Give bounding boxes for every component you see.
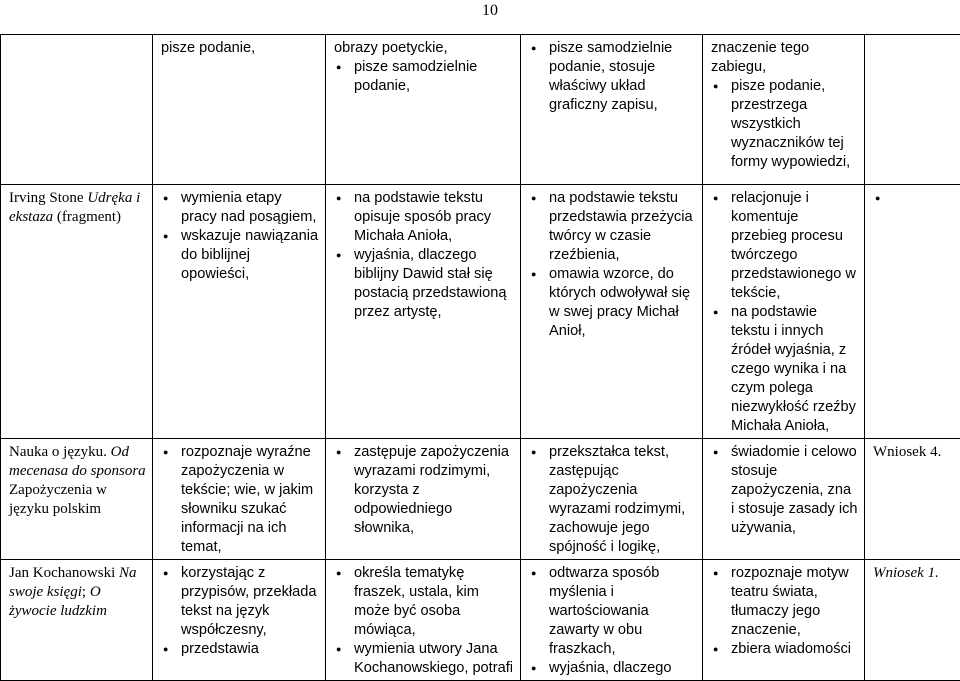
requirement-cell [703,439,865,560]
requirement-cell [153,35,326,185]
requirement-item: ● świadomie i celowo stosuje zapożyczenia, zna i stosuje zasady ich używania, [711,443,858,538]
topic-cell [1,560,153,681]
requirement-item: ● rozpoznaje motyw teatru świata, tłumaczy jego znaczenie, [711,564,858,640]
table-row [1,560,960,681]
requirement-cell [703,560,865,681]
requirement-item: ● zbiera wiadomości [711,640,858,659]
topic-text: Na swoje księgi [9,565,137,600]
table-row [1,439,960,560]
requirement-item: ● wyjaśnia, dlaczego biblijny Dawid stał się postacią przedstawioną przez artystę, [334,246,514,322]
requirement-item: ● omawia wzorce, do których odwoływał się w swej pracy Michał Anioł, [529,265,696,341]
notes-item [873,189,954,208]
requirement-item: ● wymienia utwory Jana Kochanowskiego, potrafi [334,640,514,678]
requirement-cell [521,439,703,560]
requirement-cell [521,185,703,439]
topic-cell [1,439,153,560]
table-row [1,35,960,185]
requirement-item: ● pisze samodzielnie podanie, [334,58,514,96]
requirement-cell [153,560,326,681]
topic-text: O żywocie ludzkim [9,584,107,619]
notes-cell [865,185,960,439]
requirement-text: pisze podanie, [161,39,319,58]
requirement-item: ● pisze podanie, przestrzega wszystkich wyznaczników tej formy wypowiedzi, [711,77,858,172]
requirement-item: ● przekształca tekst, zastępując zapożyczenia wyrazami rodzimymi, zachowuje jego spójność i logikę, [529,443,696,557]
requirement-cell [703,35,865,185]
page-number: 10 [482,2,498,20]
table-row [1,185,960,439]
requirement-item: ● na podstawie tekstu przedstawia przeżycia twórcy w czasie rzeźbienia, [529,189,696,265]
topic-text: (fragment) [53,209,121,225]
requirement-item: ● wymienia etapy pracy nad posągiem, [161,189,319,227]
topic-text: Jan Kochanowski [9,565,119,581]
requirement-item: ● wskazuje nawiązania do biblijnej opowieści, [161,227,319,284]
requirement-item: ● relacjonuje i komentuje przebieg procesu twórczego przedstawionego w tekście, [711,189,858,303]
requirement-item: ● pisze samodzielnie podanie, stosuje właściwy układ graficzny zapisu, [529,39,696,115]
topic-text: ; [82,584,90,600]
curriculum-table [0,34,960,681]
notes-cell [865,439,960,560]
requirement-cell [326,560,521,681]
requirement-item: ● określa tematykę fraszek, ustala, kim może być osoba mówiąca, [334,564,514,640]
requirement-item: ● korzystając z przypisów, przekłada tekst na język współczesny, [161,564,319,640]
requirement-item: ● na podstawie tekstu opisuje sposób pracy Michała Anioła, [334,189,514,246]
topic-text: Od mecenasa do sponsora [9,444,146,479]
requirement-cell [521,560,703,681]
requirement-cell [326,35,521,185]
topic-cell [1,185,153,439]
notes-text: Wniosek 4. [873,443,954,462]
requirement-item: ● na podstawie tekstu i innych źródeł wyjaśnia, z czego wynika i na czym polega niezwykłość rzeźby Michała Anioła, [711,303,858,436]
topic-text: Irving Stone [9,190,87,206]
notes-cell [865,35,960,185]
topic-text: Zapożyczenia w języku polskim [9,482,107,517]
requirement-cell [521,35,703,185]
requirement-item: ● rozpoznaje wyraźne zapożyczenia w tekście; wie, w jakim słowniku szukać informacji na ich temat, [161,443,319,557]
notes-text: Wniosek 1. [873,564,954,583]
topic-text: Nauka o języku. [9,444,111,460]
topic-text: Udręka i ekstaza [9,190,140,225]
requirement-cell [703,185,865,439]
requirement-text: obrazy poetyckie, [334,39,514,58]
requirement-item: ● wyjaśnia, dlaczego [529,659,696,678]
requirement-item: ● przedstawia [161,640,319,659]
requirement-item: ● zastępuje zapożyczenia wyrazami rodzimymi, korzysta z odpowiedniego słownika, [334,443,514,538]
requirement-cell [153,439,326,560]
requirement-cell [153,185,326,439]
requirement-item: ● odtwarza sposób myślenia i wartościowania zawarty w obu fraszkach, [529,564,696,659]
requirement-text: znaczenie tego zabiegu, [711,39,858,77]
topic-cell [1,35,153,185]
notes-cell [865,560,960,681]
page-header [0,0,960,34]
requirement-cell [326,185,521,439]
requirement-cell [326,439,521,560]
